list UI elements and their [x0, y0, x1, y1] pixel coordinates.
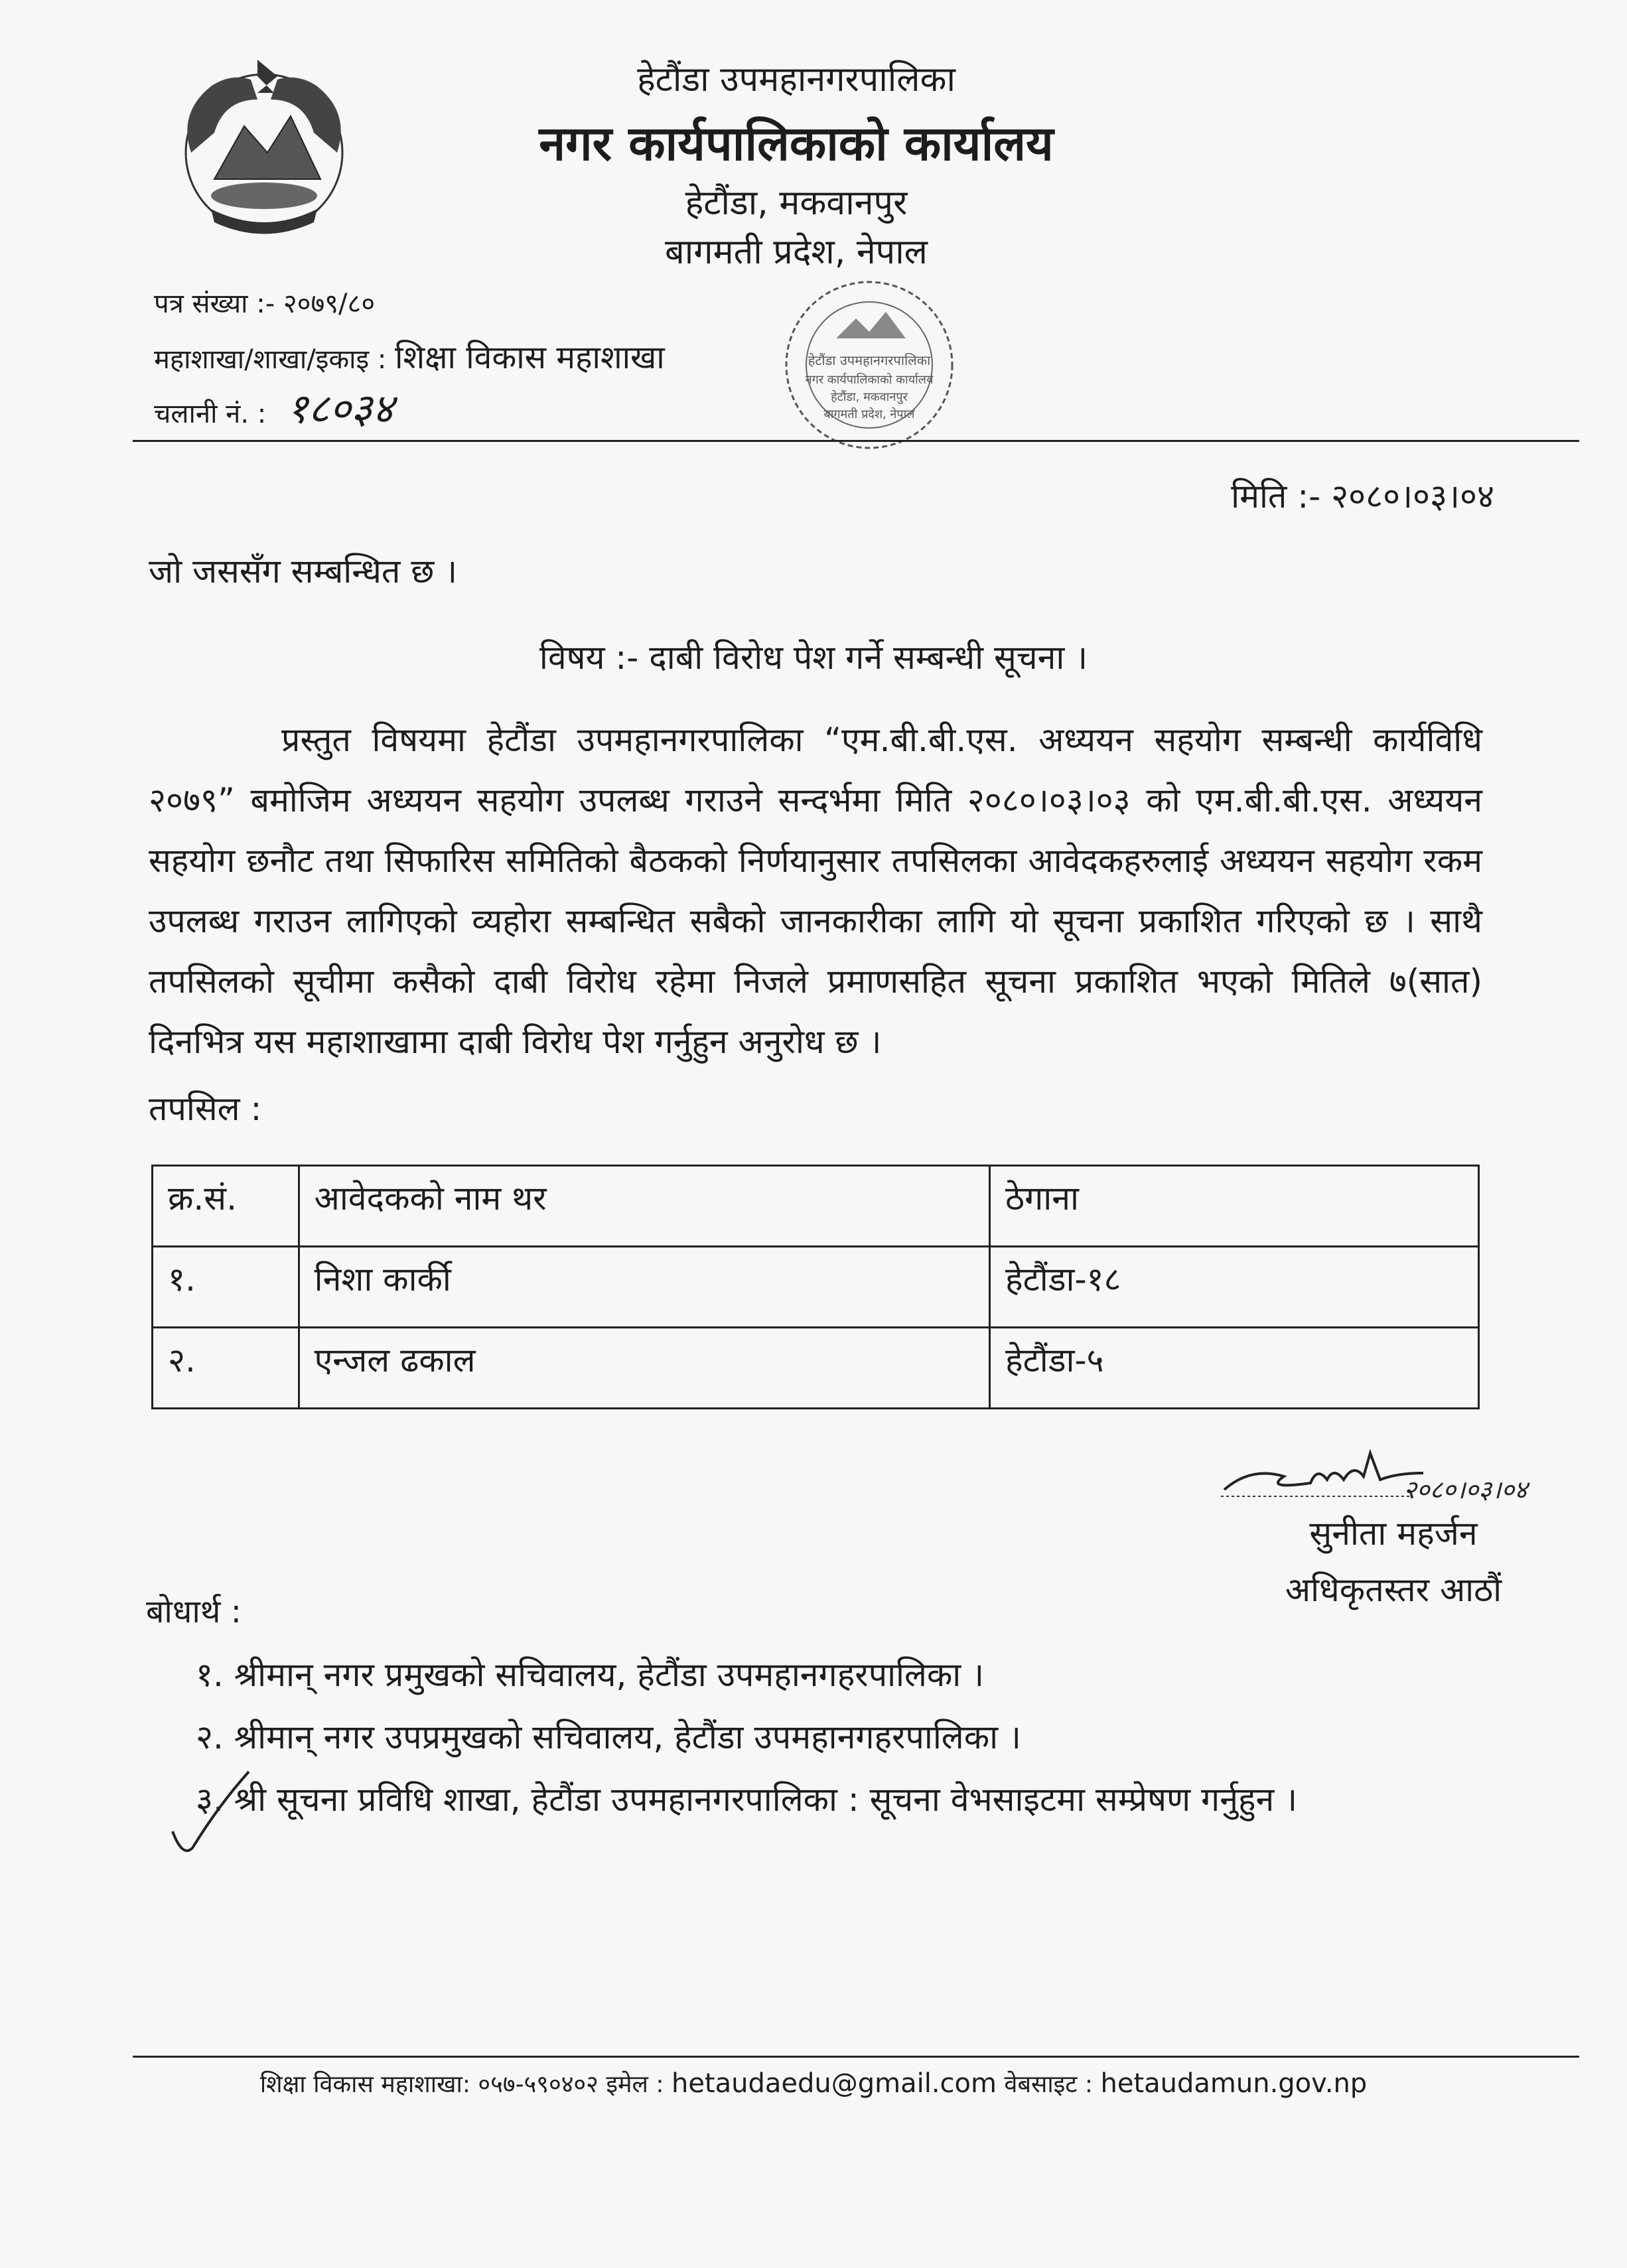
stamp-text-3: हेटौंडा, मकवानपुर — [831, 390, 908, 404]
header-municipality: हेटौंडा उपमहानगरपालिका — [637, 60, 955, 100]
header-province: बागमती प्रदेश, नेपाल — [665, 232, 928, 272]
bodhartha-label: बोधार्थ : — [146, 1593, 242, 1630]
subject-line: विषय :- दाबी विरोध पेश गर्ने सम्बन्धी सूचना । — [539, 638, 1088, 677]
footer-email[interactable]: hetaudaedu@gmail.com — [671, 2068, 997, 2099]
cc-item: ३. श्री सूचना प्रविधि शाखा, हेटौंडा उपमहानगरपालिका : सूचना वेभसाइटमा सम्प्रेषण गर्नुहुन । — [196, 1780, 1298, 1819]
footer-branch: शिक्षा विकास महाशाखा: ०५७-५९०४०२ — [259, 2071, 599, 2098]
signatory-title: अधिकृतस्तर आठौं — [1285, 1571, 1502, 1609]
cell-address: हेटौंडा-१८ — [990, 1247, 1479, 1328]
signature-date: २०८०।०३।०४ — [1403, 1475, 1527, 1504]
handwritten-signature-icon — [1211, 1440, 1569, 1513]
cell-sn: २. — [153, 1328, 299, 1409]
footer-divider — [133, 2056, 1579, 2058]
cell-sn: १. — [153, 1247, 299, 1328]
tapasil-label: तपसिल : — [149, 1090, 262, 1128]
footer-website[interactable]: hetaudamun.gov.np — [1100, 2068, 1368, 2099]
cell-name: एन्जल ढकाल — [299, 1328, 989, 1409]
chalani-value: १८०३४ — [286, 384, 394, 433]
signatory-name: सुनीता महर्जन — [1309, 1514, 1478, 1553]
nepal-government-emblem-icon — [151, 53, 377, 252]
table-row — [153, 1328, 1479, 1409]
header-name: आवेदकको नाम थर — [299, 1166, 989, 1247]
branch-label: महाशाखा/शाखा/इकाइ : — [154, 344, 387, 375]
cell-name: निशा कार्की — [299, 1247, 989, 1328]
patra-sankhya — [154, 284, 375, 320]
recipient-line: जो जससँग सम्बन्धित छ । — [149, 552, 458, 591]
branch-line — [154, 335, 665, 378]
chalani-line — [154, 380, 393, 435]
letter-date: मिति :- २०८०।०३।०४ — [1231, 477, 1494, 516]
applicant-table — [151, 1165, 1480, 1409]
patra-value: २०७९/८० — [283, 289, 376, 319]
stamp-text-4: बागमती प्रदेश, नेपाल — [823, 407, 915, 421]
footer — [0, 2067, 1627, 2099]
office-stamp-icon — [750, 272, 989, 458]
footer-email-label: इमेल : — [606, 2071, 664, 2098]
footer-website-label: वेबसाइट : — [1004, 2071, 1094, 2098]
patra-label: पत्र संख्या :- — [154, 289, 275, 319]
branch-value: शिक्षा विकास महाशाखा — [395, 339, 665, 376]
header-sn: क्र.सं. — [153, 1166, 299, 1247]
cell-address: हेटौंडा-५ — [990, 1328, 1479, 1409]
cc-item: २. श्रीमान् नगर उपप्रमुखको सचिवालय, हेटौंडा उपमहानगहरपालिका । — [196, 1718, 1021, 1756]
header-office: नगर कार्यपालिकाको कार्यालय — [539, 115, 1054, 171]
stamp-text-1: हेटौंडा उपमहानगरपालिका — [808, 352, 931, 368]
handwritten-tick-icon — [166, 1765, 252, 1858]
header-address: ठेगाना — [990, 1166, 1479, 1247]
stamp-text-2: नगर कार्यपालिकाको कार्यालय — [805, 373, 934, 387]
chalani-label: चलानी नं. : — [154, 399, 267, 429]
table-row — [153, 1247, 1479, 1328]
body-paragraph: प्रस्तुत विषयमा हेटौंडा उपमहानगरपालिका “एम.बी.बी.एस. अध्ययन सहयोग सम्बन्धी कार्यविधि २०७९” बमोजिम अध्ययन सहयोग उपलब्ध गराउने सन्दर्भमा मिति २०८०।०३।०३ को एम.बी.बी.एस. अध्ययन सहयोग छनौट तथा सिफारिस समितिको बैठकको निर्णयानुसार तपसिलका आवेदकहरुलाई अध्ययन सहयोग रकम उपलब्ध गराउन लागिएको व्यहोरा सम्बन्धित सबैको जानकारीका लागि यो सूचना प्रकाशित गरिएको छ । साथै तपसिलको सूचीमा कसैको दाबी विरोध रहेमा निजले प्रमाणसहित सूचना प्रकाशित भएको मितिले ७(सात) दिनभित्र यस महाशाखामा दाबी विरोध पेश गर्नुहुन अनुरोध छ । — [149, 721, 1482, 1061]
header-divider — [133, 440, 1579, 442]
cc-item: १. श्रीमान् नगर प्रमुखको सचिवालय, हेटौंडा उपमहानगहरपालिका । — [196, 1656, 985, 1694]
table-header-row — [153, 1166, 1479, 1247]
header-address: हेटौंडा, मकवानपुर — [685, 183, 908, 223]
